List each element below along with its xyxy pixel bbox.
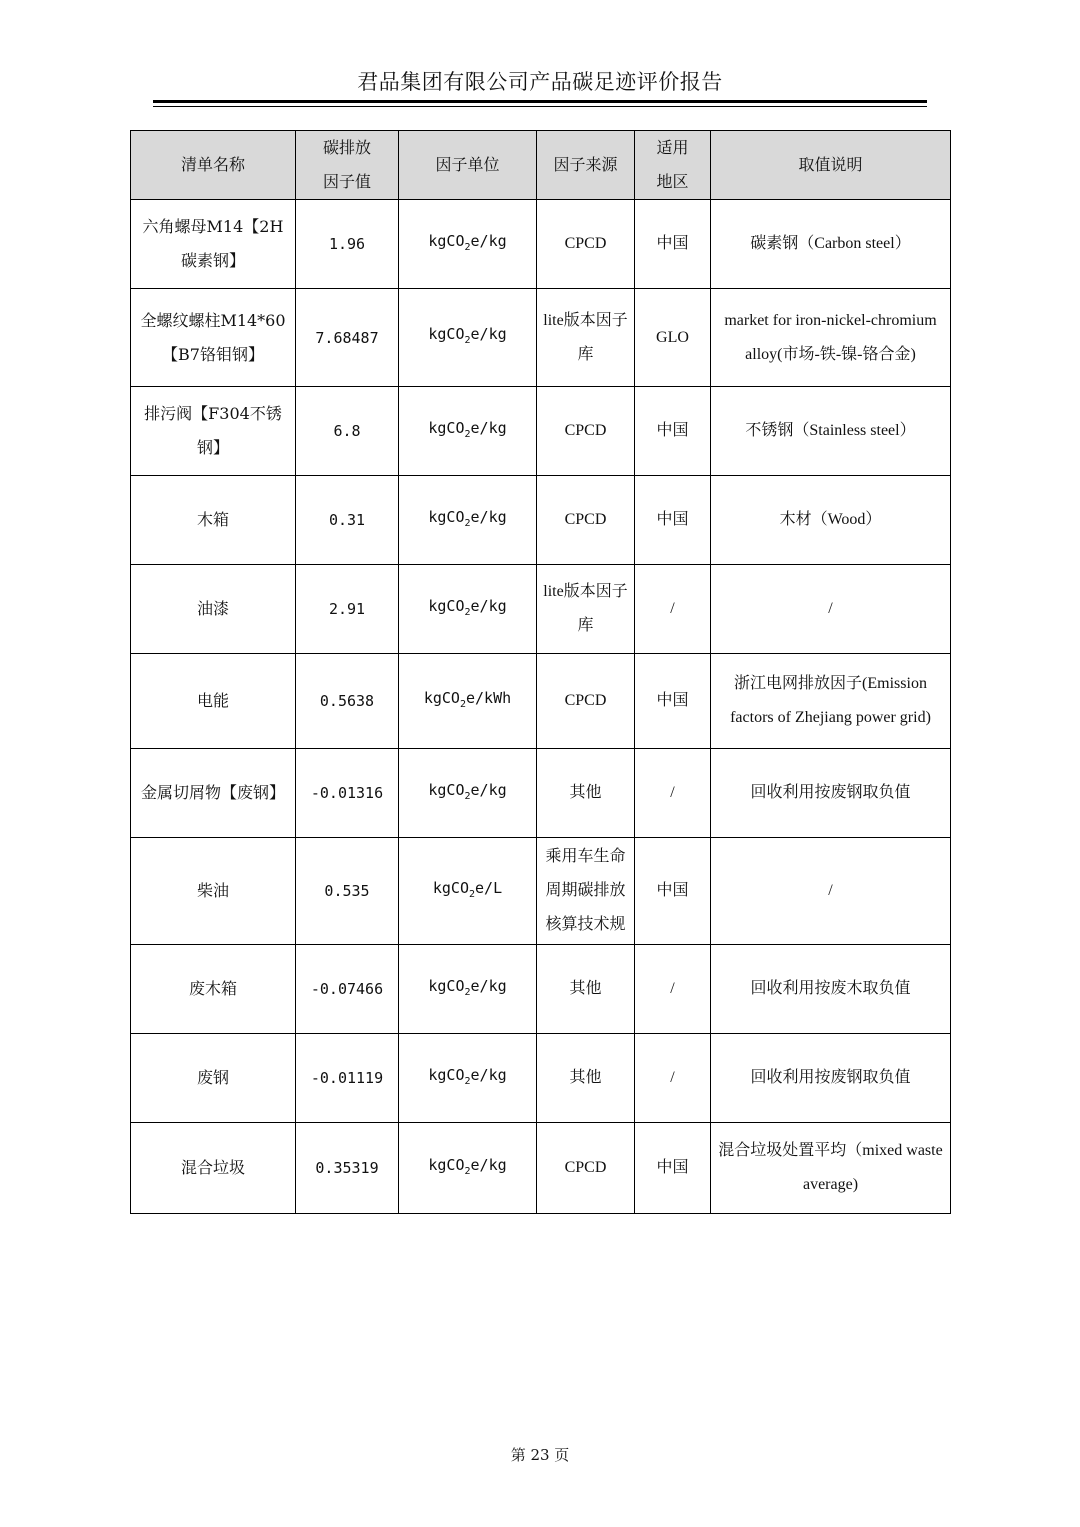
unit-suffix: e/kWh	[466, 688, 512, 707]
unit-suffix: e/kg	[470, 418, 507, 437]
unit-prefix: kgCO	[428, 596, 465, 615]
cell-value-note: 碳素钢（Carbon steel）	[711, 200, 951, 289]
cell-region: /	[635, 1034, 711, 1123]
cell-region: GLO	[635, 289, 711, 387]
cell-item-name: 全螺纹螺柱M14*60【B7铬钼钢】	[131, 289, 296, 387]
unit-subscript: 2	[464, 986, 471, 998]
unit-subscript: 2	[464, 1075, 471, 1087]
cell-factor-value: 6.8	[296, 387, 399, 476]
table-row	[131, 200, 951, 289]
report-header-title: 君品集团有限公司产品碳足迹评价报告	[357, 70, 723, 94]
cell-value-note: market for iron-nickel-chromium alloy(市场-铁-镍-铬合金)	[711, 289, 951, 387]
cell-item-name: 混合垃圾	[131, 1123, 296, 1214]
cell-factor-unit	[399, 565, 537, 654]
unit-suffix: e/kg	[470, 596, 507, 615]
cell-item-name: 柴油	[131, 838, 296, 945]
column-header-unit: 因子单位	[399, 131, 537, 200]
cell-factor-value: 0.535	[296, 838, 399, 945]
unit-subscript: 2	[464, 790, 471, 802]
cell-factor-value: -0.01316	[296, 749, 399, 838]
cell-factor-source: CPCD	[537, 1123, 635, 1214]
table-row	[131, 476, 951, 565]
unit-prefix: kgCO	[428, 1065, 465, 1084]
unit-subscript: 2	[464, 241, 471, 253]
table-row	[131, 289, 951, 387]
cell-value-note: 回收利用按废钢取负值	[711, 1034, 951, 1123]
cell-factor-unit	[399, 654, 537, 749]
header-rule-thin	[153, 106, 927, 107]
cell-value-note: 混合垃圾处置平均（mixed waste average)	[711, 1123, 951, 1214]
table-row	[131, 1034, 951, 1123]
column-header-name: 清单名称	[131, 131, 296, 200]
unit-suffix: e/L	[475, 878, 503, 897]
cell-factor-value: 2.91	[296, 565, 399, 654]
cell-factor-unit	[399, 1034, 537, 1123]
column-header-note: 取值说明	[711, 131, 951, 200]
cell-region: /	[635, 749, 711, 838]
unit-subscript: 2	[464, 428, 471, 440]
cell-factor-unit	[399, 838, 537, 945]
cell-region: 中国	[635, 200, 711, 289]
cell-factor-source: lite版本因子库	[537, 289, 635, 387]
cell-item-name: 六角螺母M14【2H碳素钢】	[131, 200, 296, 289]
column-header-factor-value: 碳排放因子值	[296, 131, 399, 200]
cell-region: 中国	[635, 1123, 711, 1214]
unit-prefix: kgCO	[428, 231, 465, 250]
unit-prefix: kgCO	[428, 976, 465, 995]
table-row	[131, 749, 951, 838]
unit-prefix: kgCO	[428, 1155, 465, 1174]
unit-suffix: e/kg	[470, 780, 507, 799]
unit-subscript: 2	[459, 698, 466, 710]
unit-prefix: kgCO	[428, 507, 465, 526]
table-header-row	[131, 131, 951, 200]
cell-region: 中国	[635, 838, 711, 945]
unit-suffix: e/kg	[470, 1065, 507, 1084]
unit-subscript: 2	[469, 888, 476, 900]
unit-subscript: 2	[464, 335, 471, 346]
cell-region: /	[635, 565, 711, 654]
cell-factor-unit	[399, 749, 537, 838]
cell-factor-source: 其他	[537, 1034, 635, 1123]
unit-prefix: kgCO	[423, 688, 460, 707]
cell-factor-value: 0.5638	[296, 654, 399, 749]
unit-subscript: 2	[464, 1165, 471, 1177]
cell-factor-unit	[399, 200, 537, 289]
cell-factor-value: -0.07466	[296, 945, 399, 1034]
unit-suffix: e/kg	[470, 1155, 507, 1174]
cell-factor-source: CPCD	[537, 476, 635, 565]
cell-value-note: 木材（Wood）	[711, 476, 951, 565]
cell-item-name: 废木箱	[131, 945, 296, 1034]
cell-factor-unit	[399, 945, 537, 1034]
cell-value-note: 不锈钢（Stainless steel）	[711, 387, 951, 476]
cell-factor-source: 其他	[537, 945, 635, 1034]
cell-value-note: /	[711, 838, 951, 945]
table-row	[131, 387, 951, 476]
cell-region: /	[635, 945, 711, 1034]
page-number: 第 23 页	[510, 1446, 570, 1464]
column-header-region: 适用地区	[635, 131, 711, 200]
cell-value-note: /	[711, 565, 951, 654]
unit-suffix: e/kg	[470, 231, 507, 250]
cell-factor-source: CPCD	[537, 387, 635, 476]
cell-region: 中国	[635, 476, 711, 565]
table-body	[131, 200, 951, 1214]
cell-factor-source: CPCD	[537, 200, 635, 289]
cell-factor-unit	[399, 1123, 537, 1214]
unit-subscript: 2	[464, 606, 471, 618]
table-row	[131, 654, 951, 749]
cell-factor-unit	[399, 289, 537, 387]
unit-prefix: kgCO	[428, 780, 465, 799]
cell-value-note: 回收利用按废木取负值	[711, 945, 951, 1034]
cell-value-note: 浙江电网排放因子(Emission factors of Zhejiang power grid)	[711, 654, 951, 749]
unit-prefix: kgCO	[428, 418, 465, 437]
cell-factor-value: 1.96	[296, 200, 399, 289]
cell-factor-value: 0.31	[296, 476, 399, 565]
table-row	[131, 945, 951, 1034]
cell-factor-value: -0.01119	[296, 1034, 399, 1123]
table-row	[131, 838, 951, 945]
cell-item-name: 废钢	[131, 1034, 296, 1123]
column-header-source: 因子来源	[537, 131, 635, 200]
cell-factor-unit	[399, 476, 537, 565]
unit-prefix: kgCO	[432, 878, 469, 897]
cell-item-name: 金属切屑物【废钢】	[131, 749, 296, 838]
cell-factor-value: 7.68487	[296, 289, 399, 387]
unit-suffix: e/kg	[470, 976, 507, 995]
cell-factor-source: 其他	[537, 749, 635, 838]
cell-factor-source: 乘用车生命周期碳排放核算技术规	[537, 838, 635, 945]
unit-suffix: e/kg	[470, 325, 507, 343]
cell-factor-source: CPCD	[537, 654, 635, 749]
cell-factor-unit	[399, 387, 537, 476]
unit-suffix: e/kg	[470, 507, 507, 526]
table-row	[131, 1123, 951, 1214]
cell-item-name: 油漆	[131, 565, 296, 654]
table-row	[131, 565, 951, 654]
emission-factor-table	[130, 130, 951, 1214]
cell-item-name: 木箱	[131, 476, 296, 565]
cell-region: 中国	[635, 387, 711, 476]
unit-subscript: 2	[464, 517, 471, 529]
cell-factor-source: lite版本因子库	[537, 565, 635, 654]
header-rule-thick	[153, 100, 927, 103]
cell-region: 中国	[635, 654, 711, 749]
cell-item-name: 排污阀【F304不锈钢】	[131, 387, 296, 476]
cell-value-note: 回收利用按废钢取负值	[711, 749, 951, 838]
cell-factor-value: 0.35319	[296, 1123, 399, 1214]
unit-prefix: kgCO	[428, 325, 465, 343]
cell-item-name: 电能	[131, 654, 296, 749]
